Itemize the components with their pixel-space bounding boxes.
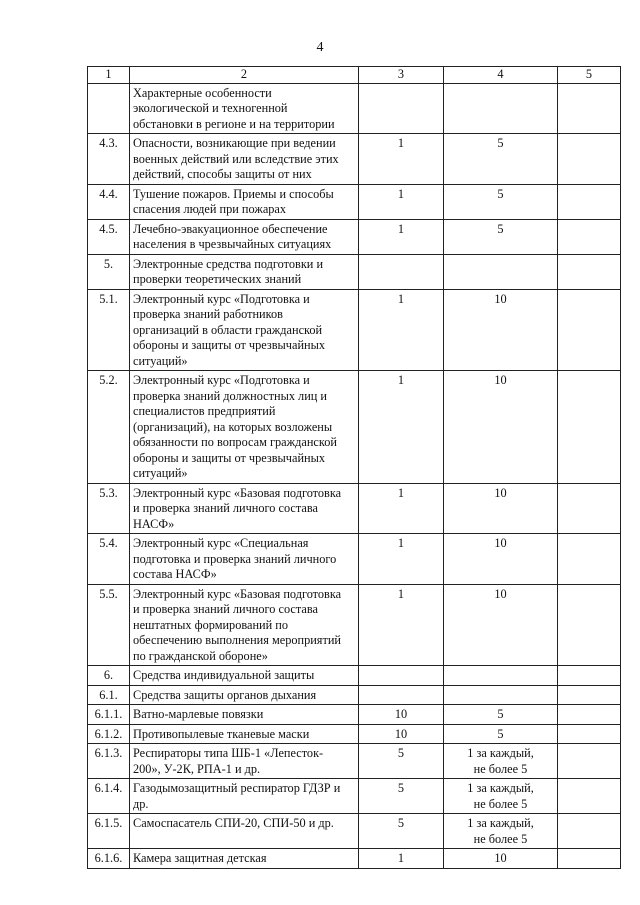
table-row xyxy=(88,483,621,534)
cell-col-3: 10 xyxy=(359,705,444,725)
cell-col-3: 1 xyxy=(359,289,444,371)
table-row xyxy=(88,849,621,869)
cell-col-5 xyxy=(558,779,621,814)
cell-item-number: 5. xyxy=(88,254,130,289)
cell-item-name: Лечебно-эвакуационное обеспечение населения в чрезвычайных ситуациях xyxy=(130,219,359,254)
table-row xyxy=(88,685,621,705)
training-equipment-table xyxy=(87,66,621,869)
cell-col-3: 1 xyxy=(359,219,444,254)
cell-item-number xyxy=(88,83,130,134)
cell-item-number: 4.5. xyxy=(88,219,130,254)
cell-item-number: 4.3. xyxy=(88,134,130,185)
cell-item-name: Ватно-марлевые повязки xyxy=(130,705,359,725)
cell-col-4: 5 xyxy=(444,219,558,254)
cell-col-3 xyxy=(359,83,444,134)
cell-col-5 xyxy=(558,534,621,585)
cell-col-4: 10 xyxy=(444,584,558,666)
cell-col-5 xyxy=(558,134,621,185)
cell-col-3: 10 xyxy=(359,724,444,744)
cell-col-3: 1 xyxy=(359,584,444,666)
cell-col-4 xyxy=(444,685,558,705)
cell-col-3: 1 xyxy=(359,483,444,534)
cell-item-name: Электронный курс «Подготовка и проверка знаний работников организаций в области гражданской обороны и защиты от чрезвычайных ситуаций» xyxy=(130,289,359,371)
header-col-2: 2 xyxy=(130,67,359,84)
table-row xyxy=(88,371,621,484)
cell-col-5 xyxy=(558,219,621,254)
cell-col-5 xyxy=(558,724,621,744)
cell-col-4: 10 xyxy=(444,289,558,371)
cell-col-4: 1 за каждый, не более 5 xyxy=(444,744,558,779)
table-row xyxy=(88,744,621,779)
cell-col-5 xyxy=(558,254,621,289)
table-row xyxy=(88,666,621,686)
table-body xyxy=(88,83,621,868)
cell-item-name: Средства защиты органов дыхания xyxy=(130,685,359,705)
table-header-row xyxy=(88,67,621,84)
cell-col-4: 10 xyxy=(444,371,558,484)
cell-col-5 xyxy=(558,184,621,219)
cell-item-number: 5.5. xyxy=(88,584,130,666)
cell-col-4: 10 xyxy=(444,849,558,869)
cell-item-number: 6.1.4. xyxy=(88,779,130,814)
cell-item-number: 5.2. xyxy=(88,371,130,484)
cell-col-3: 1 xyxy=(359,849,444,869)
cell-col-4 xyxy=(444,83,558,134)
cell-col-4: 1 за каждый, не более 5 xyxy=(444,814,558,849)
cell-item-number: 6.1.3. xyxy=(88,744,130,779)
cell-col-3: 5 xyxy=(359,814,444,849)
cell-item-number: 6.1.6. xyxy=(88,849,130,869)
cell-col-3 xyxy=(359,666,444,686)
cell-col-5 xyxy=(558,83,621,134)
cell-item-name: Камера защитная детская xyxy=(130,849,359,869)
table-row xyxy=(88,534,621,585)
cell-col-5 xyxy=(558,705,621,725)
cell-col-5 xyxy=(558,371,621,484)
cell-item-name: Самоспасатель СПИ-20, СПИ-50 и др. xyxy=(130,814,359,849)
cell-col-3: 5 xyxy=(359,744,444,779)
cell-col-3: 1 xyxy=(359,184,444,219)
cell-item-name: Электронный курс «Специальная подготовка и проверка знаний личного состава НАСФ» xyxy=(130,534,359,585)
cell-col-3: 1 xyxy=(359,371,444,484)
cell-col-5 xyxy=(558,814,621,849)
cell-item-name: Тушение пожаров. Приемы и способы спасения людей при пожарах xyxy=(130,184,359,219)
table-row xyxy=(88,584,621,666)
cell-col-3 xyxy=(359,685,444,705)
table-row xyxy=(88,219,621,254)
table-row xyxy=(88,289,621,371)
cell-item-name: Электронный курс «Подготовка и проверка знаний должностных лиц и специалистов предприятий (организаций), на которых возложены обязанности по вопросам гражданской обороны и защиты от чрезвычайных ситуаций» xyxy=(130,371,359,484)
cell-item-name: Электронный курс «Базовая подготовка и проверка знаний личного состава нештатных формирований по обеспечению выполнения мероприятий по гражданской обороне» xyxy=(130,584,359,666)
cell-col-3: 5 xyxy=(359,779,444,814)
header-col-5: 5 xyxy=(558,67,621,84)
header-col-1: 1 xyxy=(88,67,130,84)
cell-col-4 xyxy=(444,666,558,686)
cell-item-number: 6.1. xyxy=(88,685,130,705)
cell-col-4: 5 xyxy=(444,705,558,725)
cell-col-4: 10 xyxy=(444,483,558,534)
cell-col-4: 5 xyxy=(444,724,558,744)
page-number: 4 xyxy=(316,40,324,55)
table-row xyxy=(88,83,621,134)
cell-col-4: 1 за каждый, не более 5 xyxy=(444,779,558,814)
table-row xyxy=(88,254,621,289)
cell-item-number: 6. xyxy=(88,666,130,686)
cell-col-4: 5 xyxy=(444,184,558,219)
cell-item-name: Характерные особенности экологической и техногенной обстановки в регионе и на территории xyxy=(130,83,359,134)
cell-col-5 xyxy=(558,744,621,779)
cell-item-number: 6.1.2. xyxy=(88,724,130,744)
cell-item-name: Противопылевые тканевые маски xyxy=(130,724,359,744)
cell-col-5 xyxy=(558,685,621,705)
header-col-3: 3 xyxy=(359,67,444,84)
cell-item-number: 6.1.5. xyxy=(88,814,130,849)
cell-item-name: Средства индивидуальной защиты xyxy=(130,666,359,686)
table-row xyxy=(88,705,621,725)
cell-item-number: 5.3. xyxy=(88,483,130,534)
table-row xyxy=(88,134,621,185)
table-row xyxy=(88,724,621,744)
cell-item-name: Электронные средства подготовки и проверки теоретических знаний xyxy=(130,254,359,289)
table-row xyxy=(88,184,621,219)
cell-col-3: 1 xyxy=(359,534,444,585)
cell-item-name: Электронный курс «Базовая подготовка и проверка знаний личного состава НАСФ» xyxy=(130,483,359,534)
cell-item-name: Респираторы типа ШБ-1 «Лепесток- 200», У-2К, РПА-1 и др. xyxy=(130,744,359,779)
cell-item-number: 5.1. xyxy=(88,289,130,371)
cell-item-number: 5.4. xyxy=(88,534,130,585)
cell-col-4: 10 xyxy=(444,534,558,585)
cell-col-3 xyxy=(359,254,444,289)
cell-col-5 xyxy=(558,584,621,666)
cell-col-5 xyxy=(558,666,621,686)
cell-col-5 xyxy=(558,289,621,371)
cell-col-5 xyxy=(558,849,621,869)
cell-col-4: 5 xyxy=(444,134,558,185)
cell-item-number: 4.4. xyxy=(88,184,130,219)
cell-item-name: Газодымозащитный респиратор ГДЗР и др. xyxy=(130,779,359,814)
header-col-4: 4 xyxy=(444,67,558,84)
cell-col-3: 1 xyxy=(359,134,444,185)
cell-col-4 xyxy=(444,254,558,289)
cell-col-5 xyxy=(558,483,621,534)
table-row xyxy=(88,779,621,814)
cell-item-name: Опасности, возникающие при ведении военных действий или вследствие этих действий, способы защиты от них xyxy=(130,134,359,185)
cell-item-number: 6.1.1. xyxy=(88,705,130,725)
table-row xyxy=(88,814,621,849)
